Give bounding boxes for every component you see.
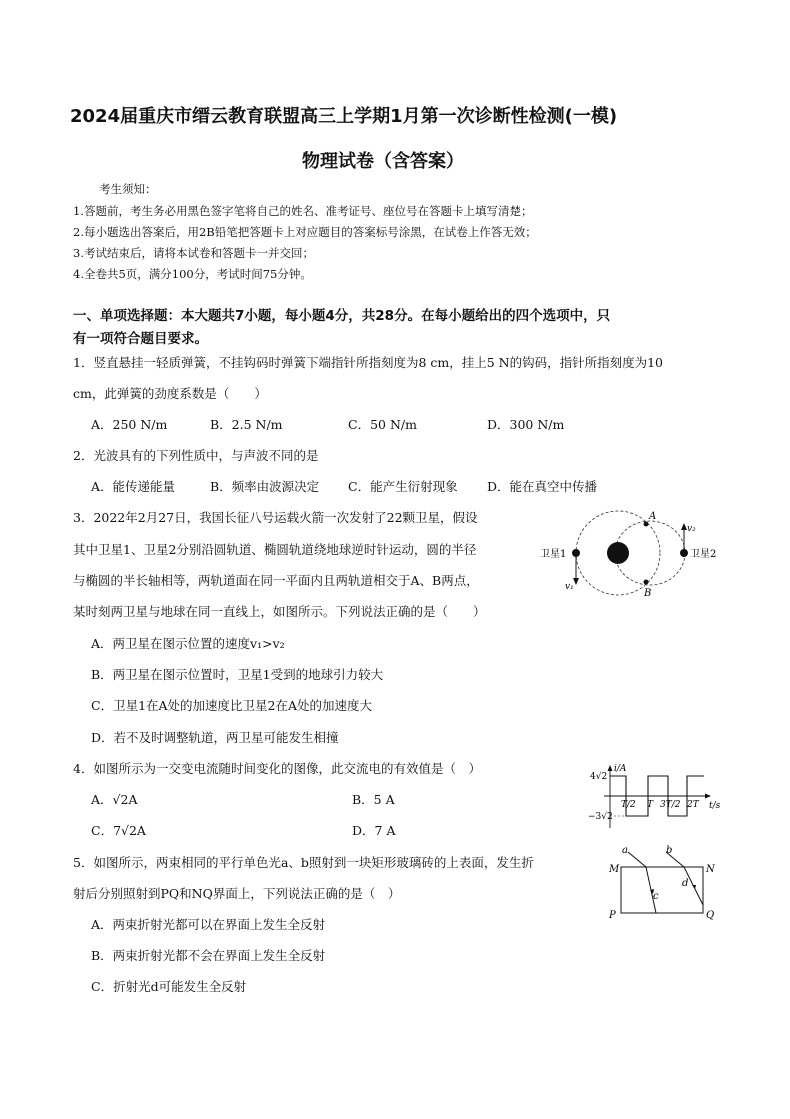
q3-stem-line-3: 与椭圆的半长轴相等，两轨道面在同一平面内且两轨道相交于A、B两点， — [73, 573, 479, 588]
q4-option-c: C．7√2A — [91, 823, 146, 838]
q3-option-a: A．两卫星在图示位置的速度v₁>v₂ — [91, 636, 285, 651]
notice-heading: 考生须知： — [99, 182, 157, 196]
notice-item-2: 2.每小题选出答案后，用2B铅笔把答题卡上对应题目的答案标号涂黑，在试卷上作答无效； — [73, 225, 537, 239]
q4-current-graph — [588, 762, 736, 830]
q2-option-b: B．频率由波源决定 — [210, 479, 320, 494]
tick-label-t: T — [647, 800, 654, 810]
q5-glass-block-figure — [604, 843, 724, 923]
ray-d-label: d — [682, 878, 689, 889]
q3-option-c: C．卫星1在A处的加速度比卫星2在A处的加速度大 — [91, 698, 373, 713]
ray-a-label: a — [622, 845, 628, 856]
q1-stem-line-1: 1．竖直悬挂一轻质弹簧，不挂钩码时弹簧下端指针所指刻度为8 cm，挂上5 N的钩码，指针所指刻度为10 — [73, 355, 664, 370]
corner-q-label: Q — [706, 910, 715, 921]
sat2-label: 卫星2 — [690, 549, 717, 560]
notice-item-1: 1.答题前，考生务必用黑色签字笔将自己的姓名、准考证号、座位号在答题卡上填写清楚； — [73, 204, 533, 218]
q3-stem-line-2: 其中卫星1、卫星2分别沿圆轨道、椭圆轨道绕地球逆时针运动，圆的半径 — [73, 542, 477, 557]
ray-b-label: b — [666, 845, 673, 856]
x-axis-label: t/s — [709, 801, 721, 811]
q1-option-b: B．2.5 N/m — [210, 417, 283, 432]
notice-item-4: 4.全卷共5页，满分100分，考试时间75分钟。 — [73, 267, 312, 281]
tick-label-3-half-t: 3T/2 — [660, 800, 681, 810]
tick-label-half-t: T/2 — [621, 800, 636, 810]
v1-arrowhead — [573, 578, 579, 585]
q1-stem-line-2: cm，此弹簧的劲度系数是（ ） — [73, 386, 267, 401]
corner-n-label: N — [706, 864, 715, 875]
q4-stem: 4．如图所示为一交变电流随时间变化的图像，此交流电的有效值是（ ） — [73, 761, 481, 776]
q1-option-c: C．50 N/m — [348, 417, 417, 432]
q1-option-a: A．250 N/m — [91, 417, 168, 432]
ray-d-arrowhead — [692, 885, 696, 889]
corner-p-label: P — [609, 910, 616, 921]
glass-block — [621, 867, 703, 913]
q2-stem: 2．光波具有的下列性质中，与声波不同的是 — [73, 448, 319, 463]
point-a-label: A — [649, 511, 657, 522]
q4-option-a: A．√2A — [91, 792, 138, 807]
point-b-dot — [644, 580, 649, 585]
earth — [607, 542, 629, 564]
q3-stem-line-1: 3．2022年2月27日，我国长征八号运载火箭一次发射了22颗卫星，假设 — [73, 510, 478, 525]
t-axis-arrowhead — [705, 794, 711, 799]
title-line-2: 物理试卷（含答案） — [302, 151, 464, 172]
q3-stem-line-4: 某时刻两卫星与地球在同一直线上，如图所示。下列说法正确的是（ ） — [73, 604, 486, 619]
q3-option-b: B．两卫星在图示位置时，卫星1受到的地球引力较大 — [91, 667, 384, 682]
q2-option-a: A．能传递能量 — [91, 479, 176, 494]
ray-c-label: c — [653, 891, 659, 902]
notice-item-3: 3.考试结束后，请将本试卷和答题卡一并交回； — [73, 246, 314, 260]
q4-option-d: D．7 A — [352, 823, 396, 838]
tick-label-2t: 2T — [687, 800, 699, 810]
q5-stem-line-2: 射后分别照射到PQ和NQ界面上，下列说法正确的是（ ） — [73, 886, 401, 901]
y-axis-label: i/A — [614, 764, 627, 774]
q5-option-b: B．两束折射光都不会在界面上发生全反射 — [91, 948, 326, 963]
i-axis-arrowhead — [608, 765, 613, 771]
corner-m-label: M — [609, 864, 620, 875]
y-negative-label: −3√2 — [588, 812, 613, 822]
q2-option-d: D．能在真空中传播 — [487, 479, 598, 494]
q2-option-c: C．能产生衍射现象 — [348, 479, 458, 494]
q4-option-b: B．5 A — [352, 792, 395, 807]
v2-label: v₂ — [687, 524, 696, 534]
section-heading-line-1: 一、单项选择题：本大题共7小题，每小题4分，共28分。在每小题给出的四个选项中，只 — [73, 308, 611, 324]
point-b-label: B — [644, 588, 652, 599]
q1-option-d: D．300 N/m — [487, 417, 565, 432]
sat1-label: 卫星1 — [540, 549, 567, 560]
q5-option-a: A．两束折射光都可以在界面上发生全反射 — [91, 917, 326, 932]
q5-stem-line-1: 5．如图所示，两束相同的平行单色光a、b照射到一块矩形玻璃砖的上表面，发生折 — [73, 855, 534, 870]
q3-orbit-figure — [538, 506, 728, 602]
section-heading-line-2: 有一项符合题目要求。 — [73, 331, 208, 347]
q3-option-d: D．若不及时调整轨道，两卫星可能发生相撞 — [91, 730, 339, 745]
ray-a-incident — [628, 852, 646, 867]
title-line-1: 2024届重庆市缙云教育联盟高三上学期1月第一次诊断性检测(一模) — [70, 106, 618, 127]
point-a-dot — [644, 522, 649, 527]
y-positive-label: 4√2 — [590, 772, 608, 782]
q5-option-c: C．折射光d可能发生全反射 — [91, 979, 247, 994]
v1-label: v₁ — [565, 582, 574, 592]
